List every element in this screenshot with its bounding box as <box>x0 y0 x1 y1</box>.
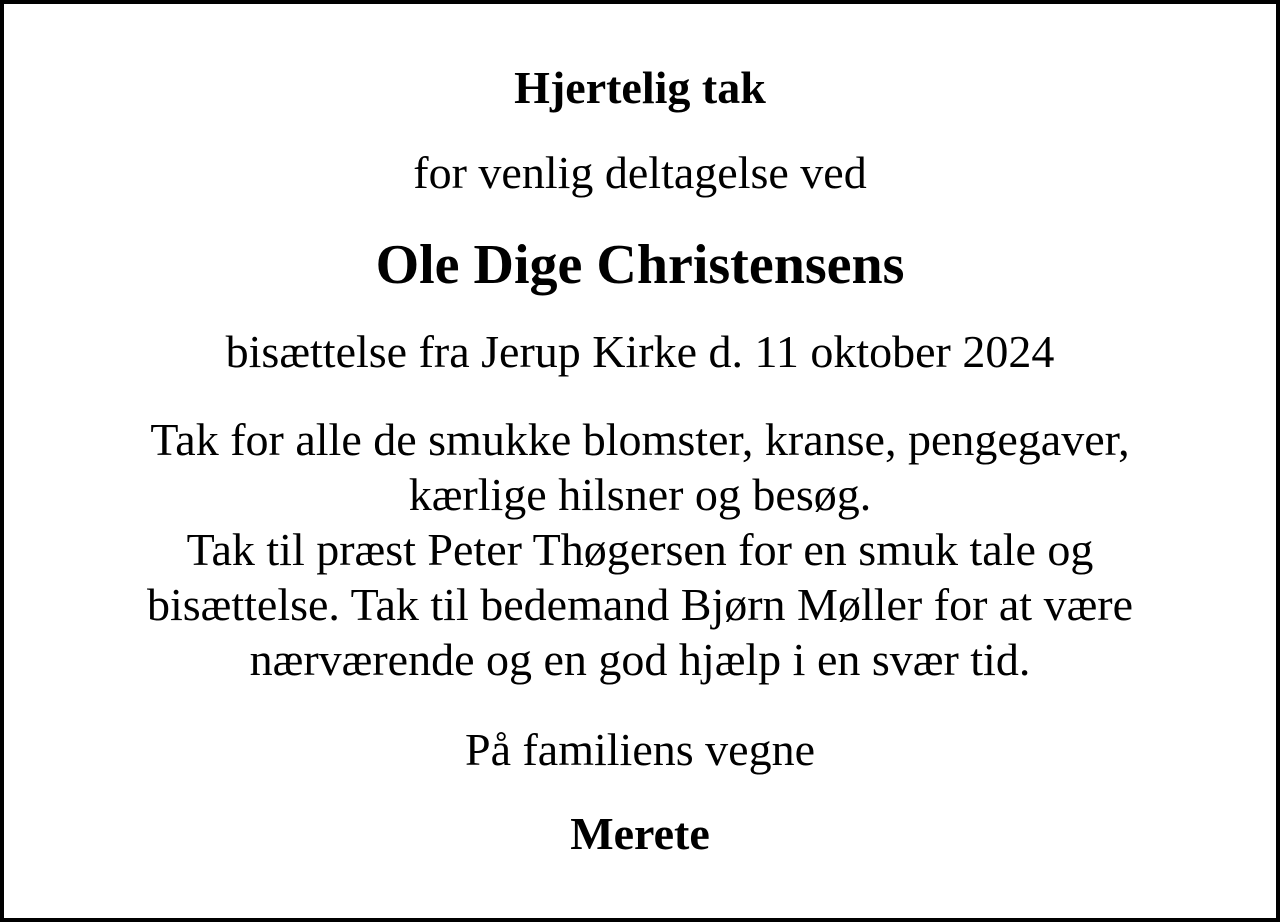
signature: Merete <box>570 808 710 859</box>
message-line: Tak for alle de smukke blomster, kranse, pengegaver, <box>150 414 1130 465</box>
family-greeting: På familiens vegne <box>464 724 815 775</box>
message-line: Tak til præst Peter Thøgersen for en smuk tale og <box>186 524 1094 575</box>
deceased-name: Ole Dige Christensens <box>375 234 905 296</box>
intro-text: for venlig deltagelse ved <box>413 147 867 198</box>
funeral-details: bisættelse fra Jerup Kirke d. 11 oktober 2024 <box>225 326 1055 377</box>
notice-heading: Hjertelig tak <box>514 62 766 113</box>
thank-you-message <box>4 412 1276 687</box>
message-line: bisættelse. Tak til bedemand Bjørn Møller for at være <box>146 579 1133 630</box>
message-line: nærværende og en god hjælp i en svær tid. <box>249 634 1031 685</box>
message-line: kærlige hilsner og besøg. <box>408 469 872 520</box>
